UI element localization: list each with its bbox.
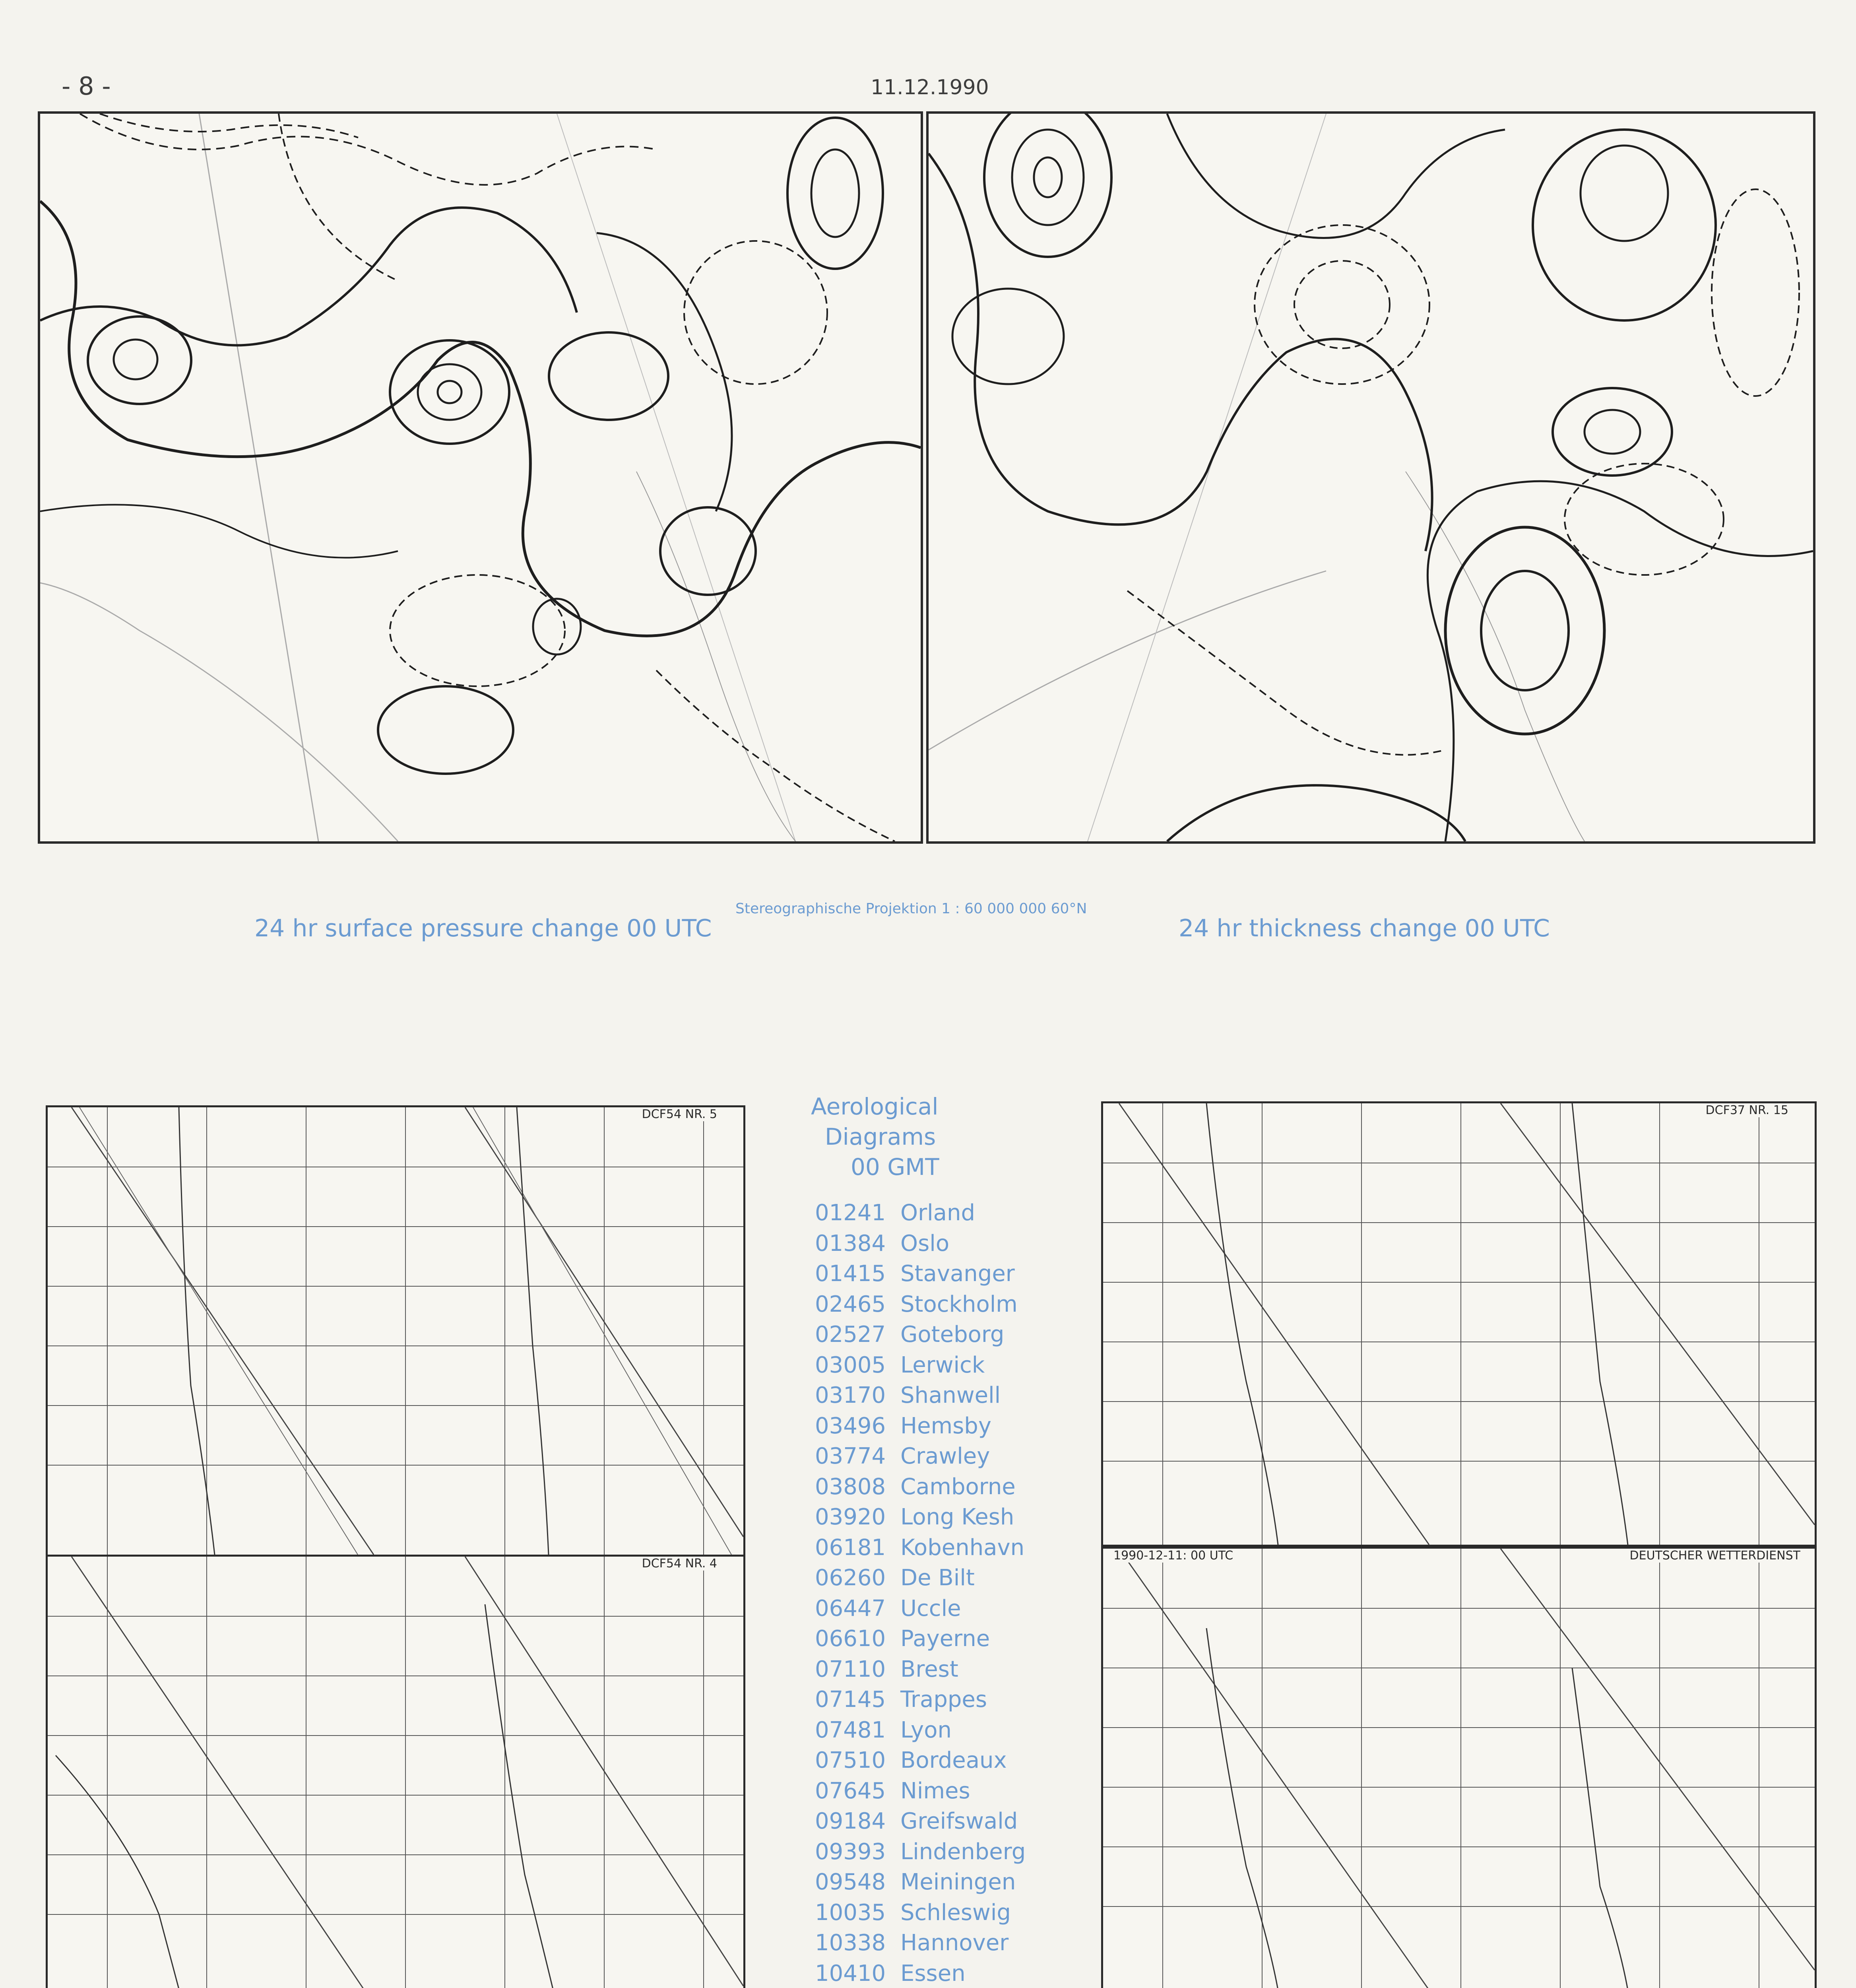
station-name: Goteborg: [900, 1322, 1005, 1347]
sounding-plot: [1103, 1549, 1815, 1988]
station-name: Kobenhavn: [900, 1534, 1025, 1561]
station-id: 03808: [815, 1474, 886, 1500]
legend-time: 00 GMT: [851, 1153, 939, 1180]
station-row: [803, 1502, 1121, 1533]
station-row: [803, 1715, 1121, 1746]
station-name: Stockholm: [900, 1291, 1018, 1317]
station-id: 03920: [815, 1504, 886, 1530]
projection-note: Stereographische Projektion 1 : 60 000 000 60°N: [735, 901, 1087, 917]
station-name: Hemsby: [900, 1413, 991, 1439]
station-row: [803, 1533, 1121, 1563]
thickness-change-map: [926, 111, 1815, 844]
station-name: Nimes: [900, 1778, 970, 1804]
sounding-plot: [48, 1557, 743, 1988]
station-name: Camborne: [900, 1474, 1016, 1500]
station-id: 06260: [815, 1565, 886, 1591]
station-id: 09184: [815, 1808, 886, 1834]
station-name: Lerwick: [900, 1352, 985, 1378]
page-number: - 8 -: [62, 72, 111, 101]
station-name: Oslo: [900, 1230, 950, 1256]
station-row: [803, 1654, 1121, 1685]
pressure-isoline-drawing: [40, 114, 921, 841]
station-legend: [803, 1091, 1121, 1988]
station-row: [803, 1441, 1121, 1472]
station-row: [803, 1685, 1121, 1715]
station-id: 03496: [815, 1413, 886, 1439]
station-name: Greifswald: [900, 1808, 1018, 1834]
station-row: [803, 1594, 1121, 1624]
station-row: [803, 1472, 1121, 1503]
station-name: De Bilt: [900, 1565, 975, 1591]
station-name: Crawley: [900, 1443, 990, 1469]
station-id: 03005: [815, 1352, 886, 1378]
station-name: Long Kesh: [900, 1504, 1014, 1530]
diagram-date: 1990-12-11: 00 UTC: [1111, 1549, 1235, 1563]
station-name: Schleswig: [900, 1899, 1011, 1926]
aerological-diagram: [1101, 1547, 1817, 1988]
station-name: Essen: [900, 1960, 966, 1986]
station-id: 07110: [815, 1656, 886, 1682]
station-row: [803, 1837, 1121, 1868]
station-row: [803, 1198, 1121, 1229]
station-row: [803, 1928, 1121, 1959]
station-name: Lyon: [900, 1717, 952, 1743]
diagram-title: DCF54 NR. 4: [640, 1557, 720, 1571]
station-row: [803, 1289, 1121, 1320]
station-id: 03774: [815, 1443, 886, 1469]
aerological-diagram: [46, 1105, 745, 1557]
station-id: 07510: [815, 1747, 886, 1773]
station-id: 01384: [815, 1230, 886, 1256]
sounding-plot: [1103, 1103, 1815, 1545]
station-row: [803, 1350, 1121, 1381]
station-id: 07645: [815, 1778, 886, 1804]
station-id: 02527: [815, 1322, 886, 1347]
station-id: 02465: [815, 1291, 886, 1317]
station-row: [803, 1624, 1121, 1654]
station-name: Shanwell: [900, 1382, 1001, 1408]
legend-subtitle: Diagrams: [825, 1123, 936, 1150]
station-id: 01415: [815, 1261, 886, 1287]
legend-title: Aerological: [811, 1093, 939, 1120]
aerological-diagram: [1101, 1101, 1817, 1547]
station-id: 07481: [815, 1717, 886, 1743]
diagram-title: DCF54 NR. 5: [640, 1107, 720, 1121]
station-row: [803, 1259, 1121, 1289]
surface-pressure-change-map: [38, 111, 923, 844]
station-row: [803, 1229, 1121, 1259]
station-name: Bordeaux: [900, 1747, 1007, 1773]
station-id: 10338: [815, 1930, 886, 1956]
aerological-diagram: [46, 1555, 745, 1988]
station-row: [803, 1806, 1121, 1837]
right-map-caption: 24 hr thickness change 00 UTC: [1179, 914, 1550, 942]
station-id: 03170: [815, 1382, 886, 1408]
page-date: 11.12.1990: [871, 76, 989, 99]
station-id: 10035: [815, 1899, 886, 1926]
station-name: Uccle: [900, 1595, 961, 1621]
station-row: [803, 1867, 1121, 1898]
station-id: 01241: [815, 1200, 886, 1226]
station-row: [803, 1745, 1121, 1776]
thickness-isoline-drawing: [929, 114, 1813, 841]
station-id: 06447: [815, 1595, 886, 1621]
station-name: Trappes: [900, 1687, 987, 1712]
station-id: 06610: [815, 1626, 886, 1652]
station-row: [803, 1898, 1121, 1928]
station-name: Hannover: [900, 1930, 1009, 1956]
station-id: 09393: [815, 1839, 886, 1865]
station-name: Lindenberg: [900, 1839, 1026, 1865]
diagram-title: DCF37 NR. 15: [1703, 1103, 1791, 1117]
station-row: [803, 1380, 1121, 1411]
left-map-caption: 24 hr surface pressure change 00 UTC: [254, 914, 712, 942]
station-name: Orland: [900, 1200, 976, 1226]
station-rows: [803, 1198, 1121, 1988]
diagram-source: DEUTSCHER WETTERDIENST: [1627, 1549, 1803, 1563]
station-name: Brest: [900, 1656, 958, 1682]
station-name: Stavanger: [900, 1261, 1015, 1287]
station-name: Meiningen: [900, 1869, 1016, 1895]
station-id: 09548: [815, 1869, 886, 1895]
station-row: [803, 1320, 1121, 1350]
station-row: [803, 1563, 1121, 1594]
station-row: [803, 1959, 1121, 1988]
station-id: 10410: [815, 1960, 886, 1986]
station-name: Payerne: [900, 1626, 990, 1652]
station-id: 07145: [815, 1687, 886, 1712]
station-row: [803, 1776, 1121, 1807]
station-row: [803, 1411, 1121, 1442]
station-id: 06181: [815, 1534, 886, 1561]
sounding-plot: [48, 1107, 743, 1555]
